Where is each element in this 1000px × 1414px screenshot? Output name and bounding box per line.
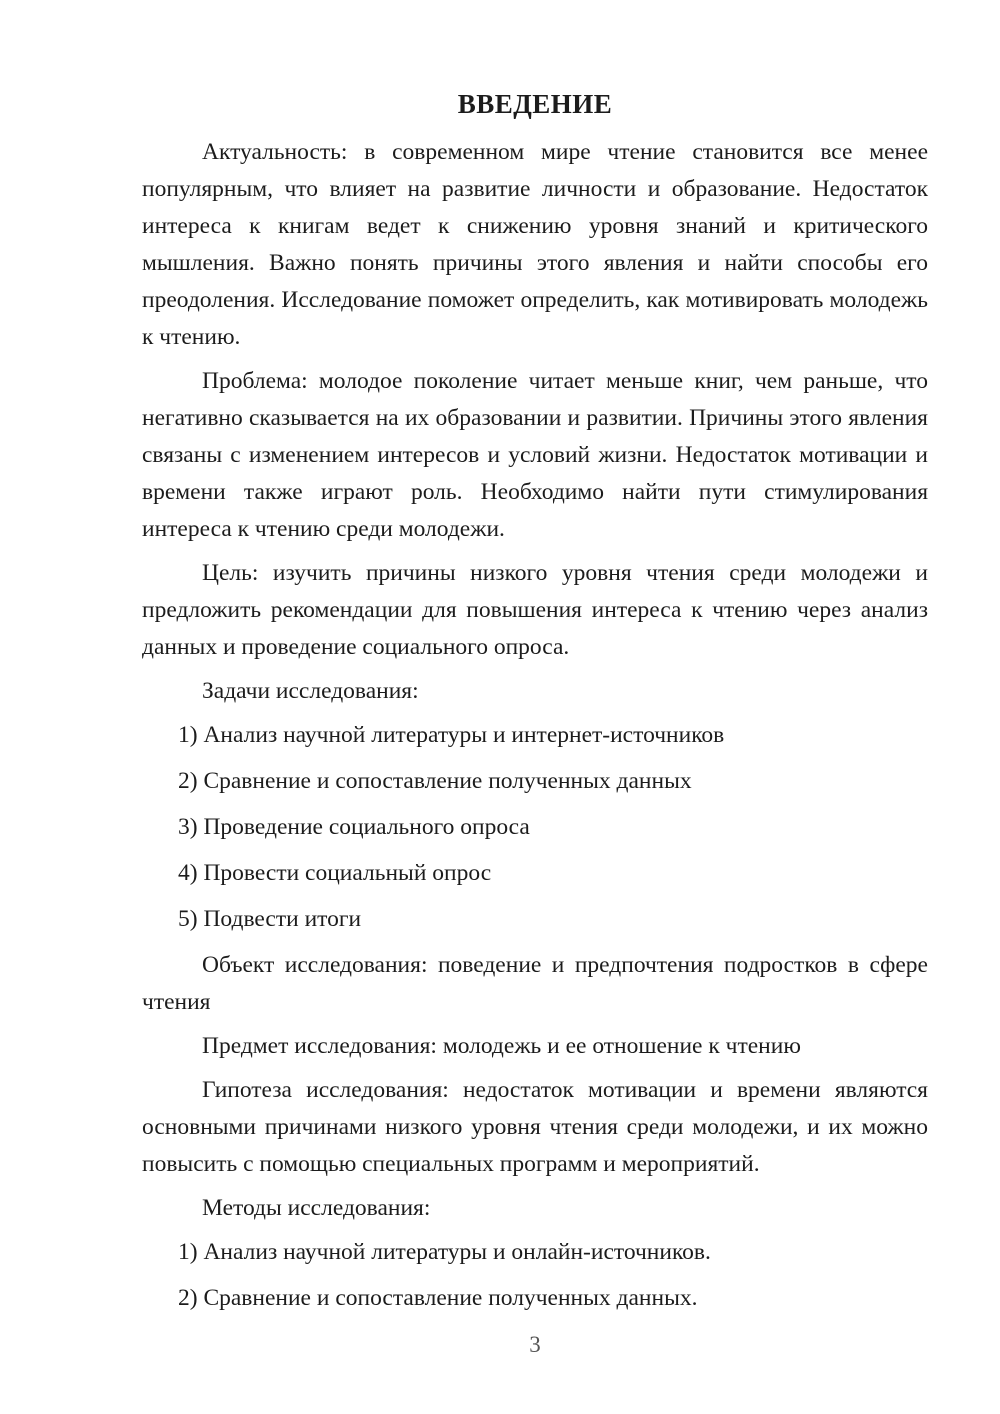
method-item-2: 2) Сравнение и сопоставление полученных данных.: [178, 1285, 698, 1311]
paragraph-goal: Цель: изучить причины низкого уровня чтения среди молодежи и предложить рекомендации для повышения интереса к чтению через анализ данных и проведение социального опроса.: [142, 560, 928, 660]
paragraph-problem: Проблема: молодое поколение читает меньше книг, чем раньше, что негативно сказывается на их образовании и развитии. Причины этого явления связаны с изменением интересов и условий жизни. Недостаток мотивации и времени также играют роль. Необходимо найти пути стимулирования интереса к чтению среди молодежи.: [142, 368, 928, 542]
paragraph-actuality: Актуальность: в современном мире чтение становится все менее популярным, что влияет на развитие личности и образование. Недостаток интереса к книгам ведет к снижению уровня знаний и критического мышления. Важно понять причины этого явления и найти способы его преодоления. Исследование поможет определить, как мотивировать молодежь к чтению.: [142, 139, 928, 350]
page-title: ВВЕДЕНИЕ: [457, 89, 613, 119]
task-item-2: 2) Сравнение и сопоставление полученных данных: [178, 768, 692, 794]
page-number: 3: [529, 1332, 541, 1357]
task-item-3: 3) Проведение социального опроса: [178, 814, 530, 840]
task-item-1: 1) Анализ научной литературы и интернет-источников: [178, 722, 725, 748]
tasks-heading: Задачи исследования:: [202, 678, 419, 704]
paragraph-hypothesis: Гипотеза исследования: недостаток мотивации и времени являются основными причинами низкого уровня чтения среди молодежи, и их можно повысить с помощью специальных программ и мероприятий.: [142, 1077, 928, 1177]
methods-heading: Методы исследования:: [202, 1195, 431, 1221]
paragraph-subject: Предмет исследования: молодежь и ее отношение к чтению: [202, 1033, 801, 1059]
task-item-4: 4) Провести социальный опрос: [178, 860, 492, 886]
method-item-1: 1) Анализ научной литературы и онлайн-источников.: [178, 1239, 711, 1265]
task-item-5: 5) Подвести итоги: [178, 906, 362, 932]
paragraph-object: Объект исследования: поведение и предпочтения подростков в сфере чтения: [142, 952, 928, 1015]
